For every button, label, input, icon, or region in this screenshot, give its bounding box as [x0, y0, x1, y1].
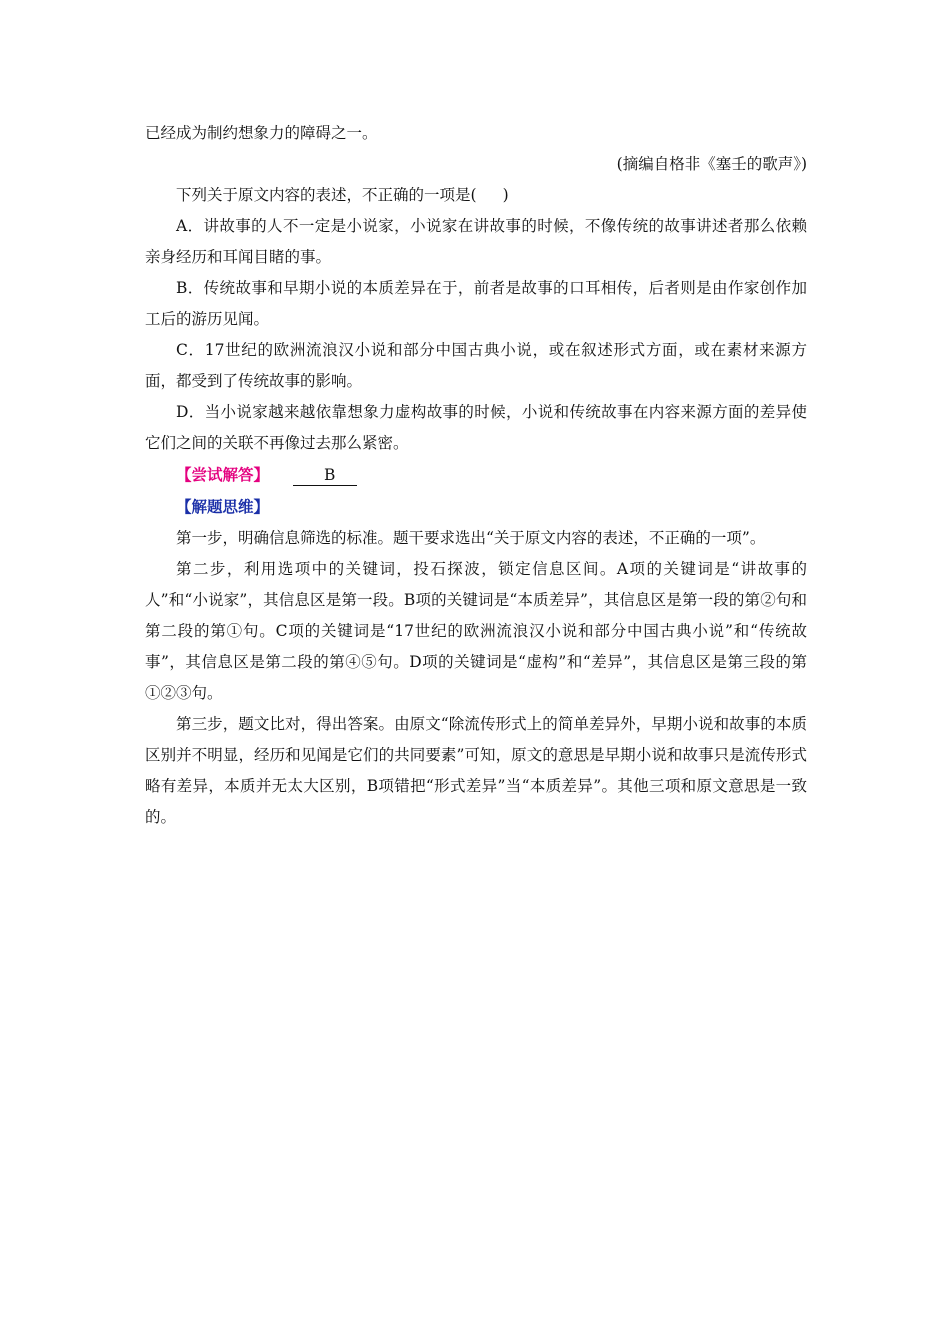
answer-label: 【尝试解答】: [176, 465, 270, 484]
document-page: [145, 118, 807, 833]
analysis-step-2: 第二步，利用选项中的关键词，投石探波，锁定信息区间。A项的关键词是“讲故事的人”和“小说家”，其信息区是第一段。B项的关键词是“本质差异”，其信息区是第一段的第②句和第二段的第①句。C项的关键词是“17世纪的欧洲流浪汉小说和部分中国古典小说”和“传统故事”，其信息区是第二段的第④⑤句。D项的关键词是“虚构”和“差异”，其信息区是第三段的第①②③句。: [145, 560, 807, 702]
analysis-heading: [145, 491, 807, 523]
analysis-step-1: 第一步，明确信息筛选的标准。题干要求选出“关于原文内容的表述，不正确的一项”。: [176, 529, 766, 547]
option-b: B．传统故事和早期小说的本质差异在于，前者是故事的口耳相传，后者则是由作家创作加工后的游历见闻。: [145, 279, 807, 328]
question-stem-text: 下列关于原文内容的表述，不正确的一项是(: [176, 186, 477, 204]
question-stem: [145, 180, 807, 211]
option-c: C．17世纪的欧洲流浪汉小说和部分中国古典小说，或在叙述形式方面，或在素材来源方面，都受到了传统故事的影响。: [145, 341, 807, 390]
question-stem-close: ): [502, 186, 509, 204]
analysis-label: 【解题思维】: [176, 497, 270, 516]
answer-line: [145, 459, 807, 491]
source-citation: (摘编自格非《塞壬的歌声》): [616, 155, 807, 173]
analysis-step-3: 第三步，题文比对，得出答案。由原文“除流传形式上的简单差异外，早期小说和故事的本质区别并不明显，经历和见闻是它们的共同要素”可知，原文的意思是早期小说和故事只是流传形式略有差异，本质并无太大区别，B项错把“形式差异”当“本质差异”。其他三项和原文意思是一致的。: [145, 715, 807, 826]
option-d: D．当小说家越来越依靠想象力虚构故事的时候，小说和传统故事在内容来源方面的差异使它们之间的关联不再像过去那么紧密。: [145, 403, 807, 452]
option-a: A．讲故事的人不一定是小说家，小说家在讲故事的时候，不像传统的故事讲述者那么依赖亲身经历和耳闻目睹的事。: [145, 217, 807, 266]
intro-line: 已经成为制约想象力的障碍之一。: [145, 124, 378, 142]
answer-value: B: [293, 465, 357, 486]
